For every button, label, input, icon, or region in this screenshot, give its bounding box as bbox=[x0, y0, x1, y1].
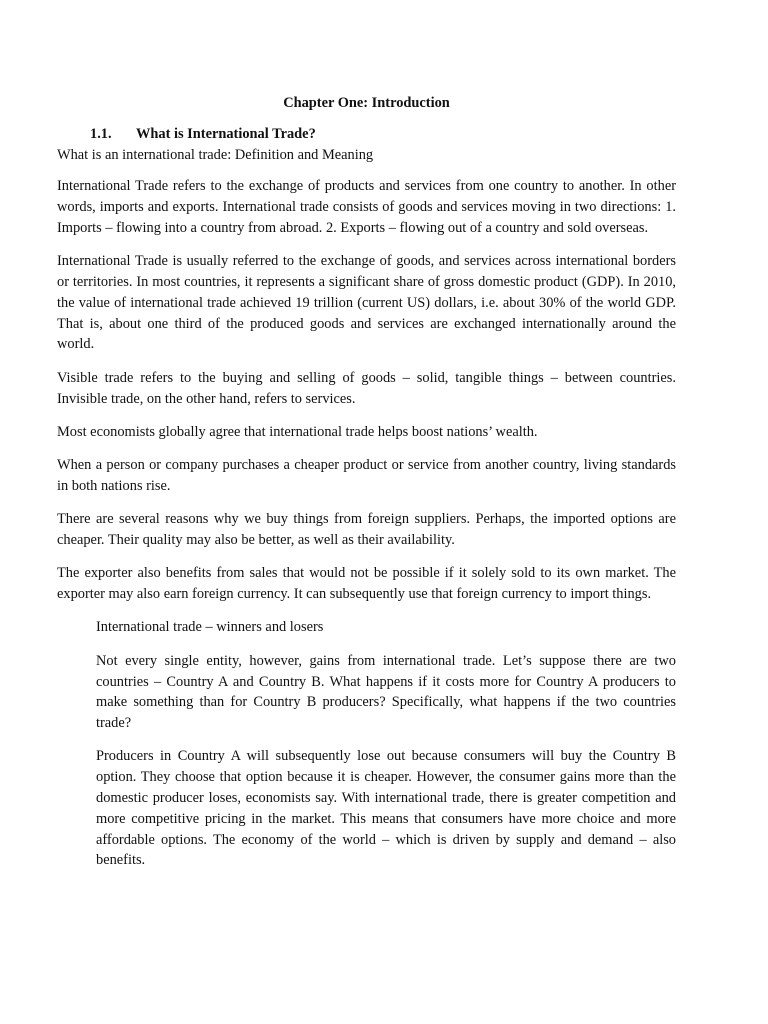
winners-losers-heading: International trade – winners and losers bbox=[96, 619, 324, 636]
paragraph: There are several reasons why we buy things from foreign suppliers. Perhaps, the imported options are cheaper. Their quality may also be better, as well as their availability. bbox=[57, 511, 676, 549]
paragraph: Most economists globally agree that international trade helps boost nations’ wealth. bbox=[57, 423, 538, 440]
indented-paragraph: Producers in Country A will subsequently lose out because consumers will buy the Country B option. They choose that option because it is cheaper. However, the consumer gains more than the domestic producer loses, economists say. With international trade, there is greater competition and more competitive pricing in the market. This means that consumers have more choice and more affordable options. The economy of the world – which is driven by supply and demand – also benefits. bbox=[96, 748, 676, 869]
paragraph: When a person or company purchases a cheaper product or service from another country, living standards in both nations rise. bbox=[57, 457, 676, 494]
paragraph: International Trade is usually referred to the exchange of goods, and services across international borders or territories. In most countries, it represents a significant share of gross domestic product (GDP). In 2010, the value of international trade achieved 19 trillion (current US) dollars, i.e. about 30% of the world GDP. That is, about one third of the produced goods and services are exchanged internationally around the world. bbox=[57, 253, 676, 353]
paragraph: International Trade refers to the exchange of products and services from one country to another. In other words, imports and exports. International trade consists of goods and services moving in two directions: 1. Imports – flowing into a country from abroad. 2. Exports – flowing out of a country and sold overseas. bbox=[57, 178, 676, 236]
chapter-title: Chapter One: Introduction bbox=[283, 95, 450, 111]
paragraph: The exporter also benefits from sales that would not be possible if it solely sold to its own market. The exporter may also earn foreign currency. It can subsequently use that foreign currency to import things. bbox=[57, 565, 676, 603]
section-title: What is International Trade? bbox=[136, 125, 316, 142]
section-number: 1.1. bbox=[90, 125, 112, 142]
document-body bbox=[57, 93, 676, 884]
subheading: What is an international trade: Definition and Meaning bbox=[57, 146, 374, 163]
section-heading bbox=[57, 124, 676, 145]
indented-paragraph: Not every single entity, however, gains from international trade. Let’s suppose there are two countries – Country A and Country B. What happens if it costs more for Country A producers to make something than for Country B producers? Specifically, what happens if the two countries trade? bbox=[96, 652, 676, 732]
paragraph: Visible trade refers to the buying and selling of goods – solid, tangible things – between countries. Invisible trade, on the other hand, refers to services. bbox=[57, 369, 676, 407]
